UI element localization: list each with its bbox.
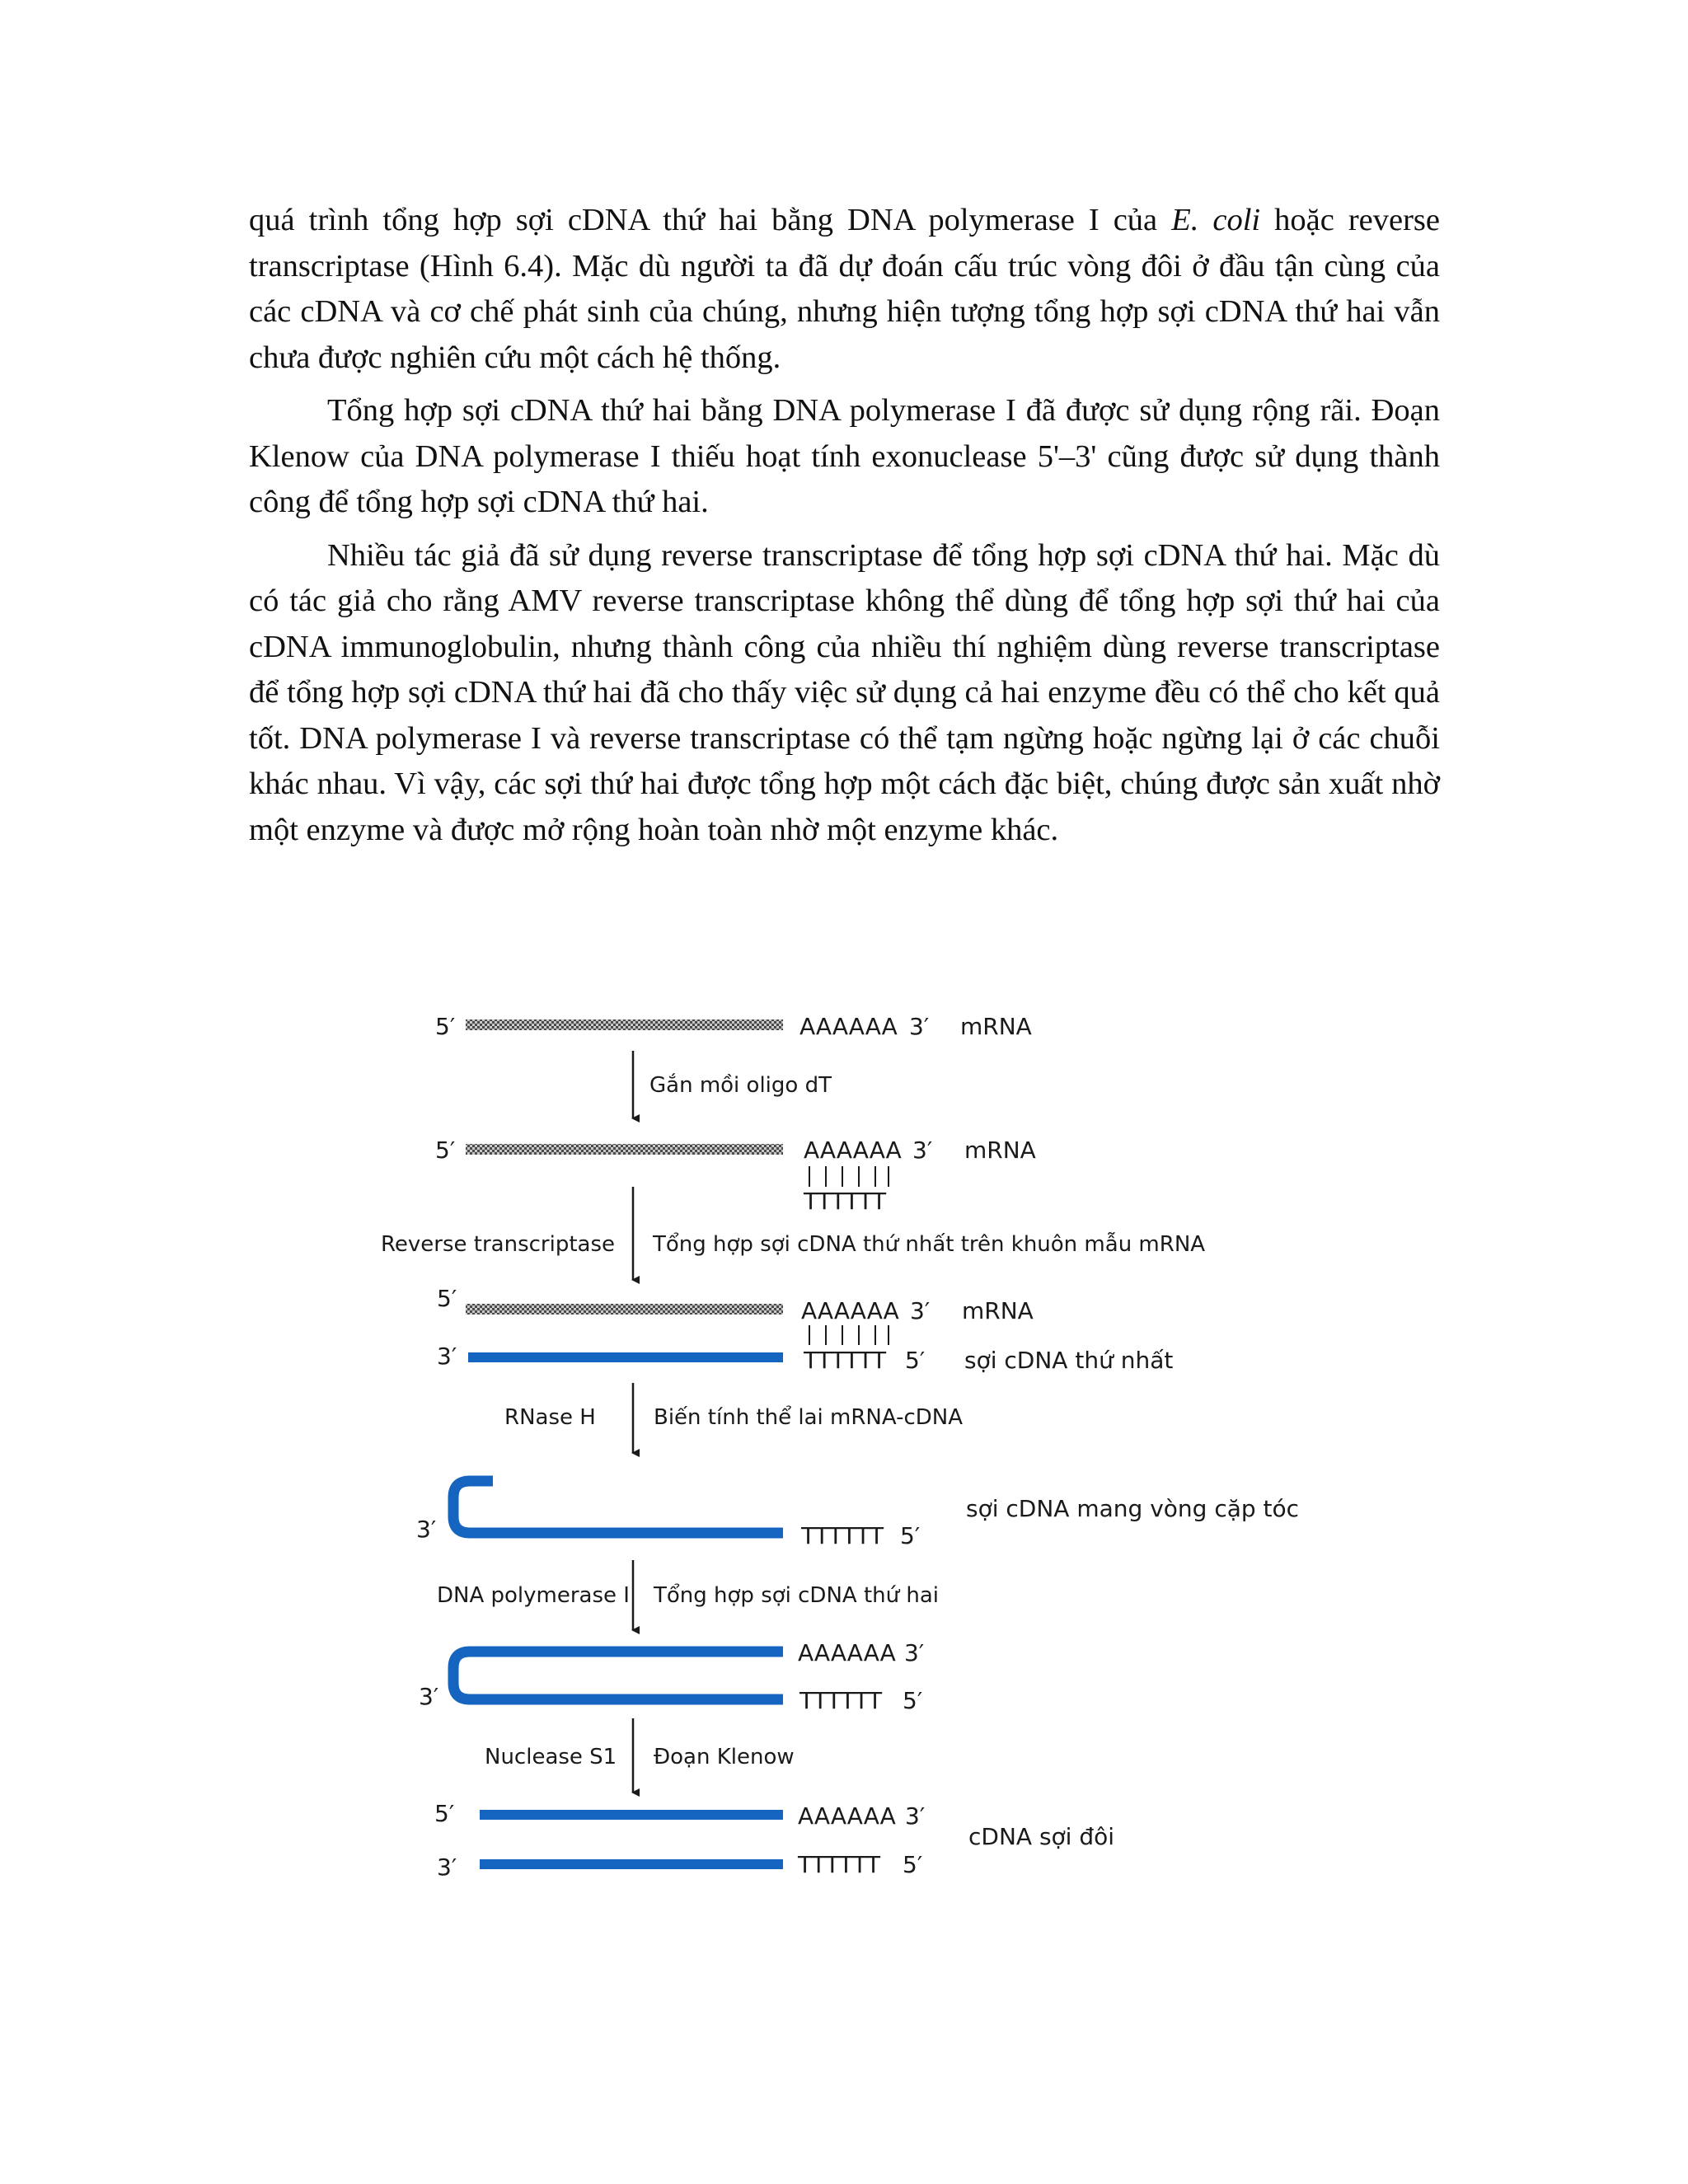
three-prime-label: 3′ xyxy=(912,1137,933,1164)
hairpin-label: sợi cDNA mang vòng cặp tóc xyxy=(966,1495,1300,1522)
ds-cdna-label: cDNA sợi đôi xyxy=(968,1823,1115,1850)
polyt-label: TTTTTT xyxy=(804,1347,887,1374)
row-hairpin-double xyxy=(419,1639,924,1714)
five-prime-label: 5′ xyxy=(903,1851,923,1878)
three-prime-label: 3′ xyxy=(905,1802,926,1830)
row-hairpin xyxy=(416,1481,1299,1549)
three-prime-label: 3′ xyxy=(419,1683,439,1710)
mrna-strand xyxy=(466,1019,783,1030)
paragraph-1-end: hoặc reverse transcriptase (Hình 6.4). Mặc dù người ta đã dự đoán cấu trúc vòng đôi ở đầu tận cùng của các cDNA và cơ chế phát sinh của chúng, nhưng hiện tượng tổng hợp sợi cDNA thứ hai vẫn chưa được nghiên cứu một cách hệ thống. xyxy=(249,203,1440,375)
polya-label: AAAAAA xyxy=(798,1639,896,1666)
first-strand-label: sợi cDNA thứ nhất xyxy=(964,1347,1174,1374)
hairpin-strand xyxy=(453,1481,783,1533)
three-prime-label: 3′ xyxy=(437,1854,457,1881)
row-mrna xyxy=(435,1013,1032,1040)
step5-left-label: Nuclease S1 xyxy=(485,1745,617,1769)
five-prime-label: 5′ xyxy=(903,1687,923,1714)
mrna-label: mRNA xyxy=(960,1013,1032,1040)
row-mrna-primer xyxy=(435,1137,1036,1215)
paragraph-2: Tổng hợp sợi cDNA thứ hai bằng DNA polymerase I đã được sử dụng rộng rãi. Đoạn Klenow của DNA polymerase I thiếu hoạt tính exonuclease 5'–3' cũng được sử dụng thành công để tổng hợp sợi cDNA thứ hai. xyxy=(249,393,1440,519)
first-strand-cdna xyxy=(468,1352,783,1362)
polya-label: AAAAAA xyxy=(801,1297,899,1324)
step3-left-label: RNase H xyxy=(504,1405,596,1430)
step2-left-label: Reverse transcriptase xyxy=(381,1232,615,1257)
polyt-label: TTTTTT xyxy=(799,1687,883,1714)
polya-label: AAAAAA xyxy=(804,1137,902,1164)
step4-left-label: DNA polymerase I xyxy=(437,1583,630,1608)
five-prime-label: 5′ xyxy=(905,1347,926,1374)
polyt-label: TTTTTT xyxy=(798,1851,881,1878)
mrna-label: mRNA xyxy=(964,1137,1036,1164)
step5-right-label: Đoạn Klenow xyxy=(654,1745,795,1769)
base-pair-ticks xyxy=(809,1166,889,1187)
species-name: E. coli xyxy=(1171,203,1261,237)
antisense-strand xyxy=(480,1859,783,1869)
polya-label: AAAAAA xyxy=(798,1802,896,1830)
base-pair-ticks xyxy=(809,1325,889,1345)
mrna-strand xyxy=(466,1304,783,1315)
three-prime-label: 3′ xyxy=(437,1343,457,1370)
polya-label: AAAAAA xyxy=(799,1013,898,1040)
mrna-label: mRNA xyxy=(962,1297,1034,1324)
polyt-label: TTTTTT xyxy=(801,1522,884,1549)
step4-right-label: Tổng hợp sợi cDNA thứ hai xyxy=(654,1583,939,1608)
polyt-label: TTTTTT xyxy=(804,1188,887,1215)
paragraph-1-start: quá trình tổng hợp sợi cDNA thứ hai bằng DNA polymerase I của xyxy=(249,203,1172,237)
hairpin-double-strand xyxy=(453,1652,783,1699)
step2-right-label: Tổng hợp sợi cDNA thứ nhất trên khuôn mẫu mRNA xyxy=(653,1232,1206,1257)
row-hybrid xyxy=(437,1285,1173,1374)
three-prime-label: 3′ xyxy=(416,1516,437,1543)
five-prime-label: 5′ xyxy=(435,1137,456,1164)
mrna-strand xyxy=(466,1144,783,1155)
three-prime-label: 3′ xyxy=(909,1013,930,1040)
three-prime-label: 3′ xyxy=(910,1297,931,1324)
step1-label: Gắn mồi oligo dT xyxy=(649,1073,832,1098)
row-ds-cdna xyxy=(434,1800,1114,1881)
three-prime-label: 3′ xyxy=(904,1639,925,1666)
five-prime-label: 5′ xyxy=(435,1013,456,1040)
five-prime-label: 5′ xyxy=(900,1522,921,1549)
step3-right-label: Biến tính thể lai mRNA-cDNA xyxy=(654,1405,964,1430)
five-prime-label: 5′ xyxy=(437,1285,457,1312)
sense-strand xyxy=(480,1810,783,1820)
five-prime-label: 5′ xyxy=(434,1800,455,1827)
paragraph-3: Nhiều tác giả đã sử dụng reverse transcriptase để tổng hợp sợi cDNA thứ hai. Mặc dù có tác giả cho rằng AMV reverse transcriptase không thể dùng để tổng hợp sợi thứ hai của cDNA immunoglobulin, nhưng thành công của nhiều thí nghiệm dùng reverse transcriptase để tổng hợp sợi cDNA thứ hai đã cho thấy việc sử dụng cả hai enzyme đều có thể cho kết quả tốt. DNA polymerase I và reverse transcriptase có thể tạm ngừng hoặc ngừng lại ở các chuỗi khác nhau. Vì vậy, các sợi thứ hai được tổng hợp một cách đặc biệt, chúng được sản xuất nhờ một enzyme và được mở rộng hoàn toàn nhờ một enzyme khác. xyxy=(249,537,1440,847)
